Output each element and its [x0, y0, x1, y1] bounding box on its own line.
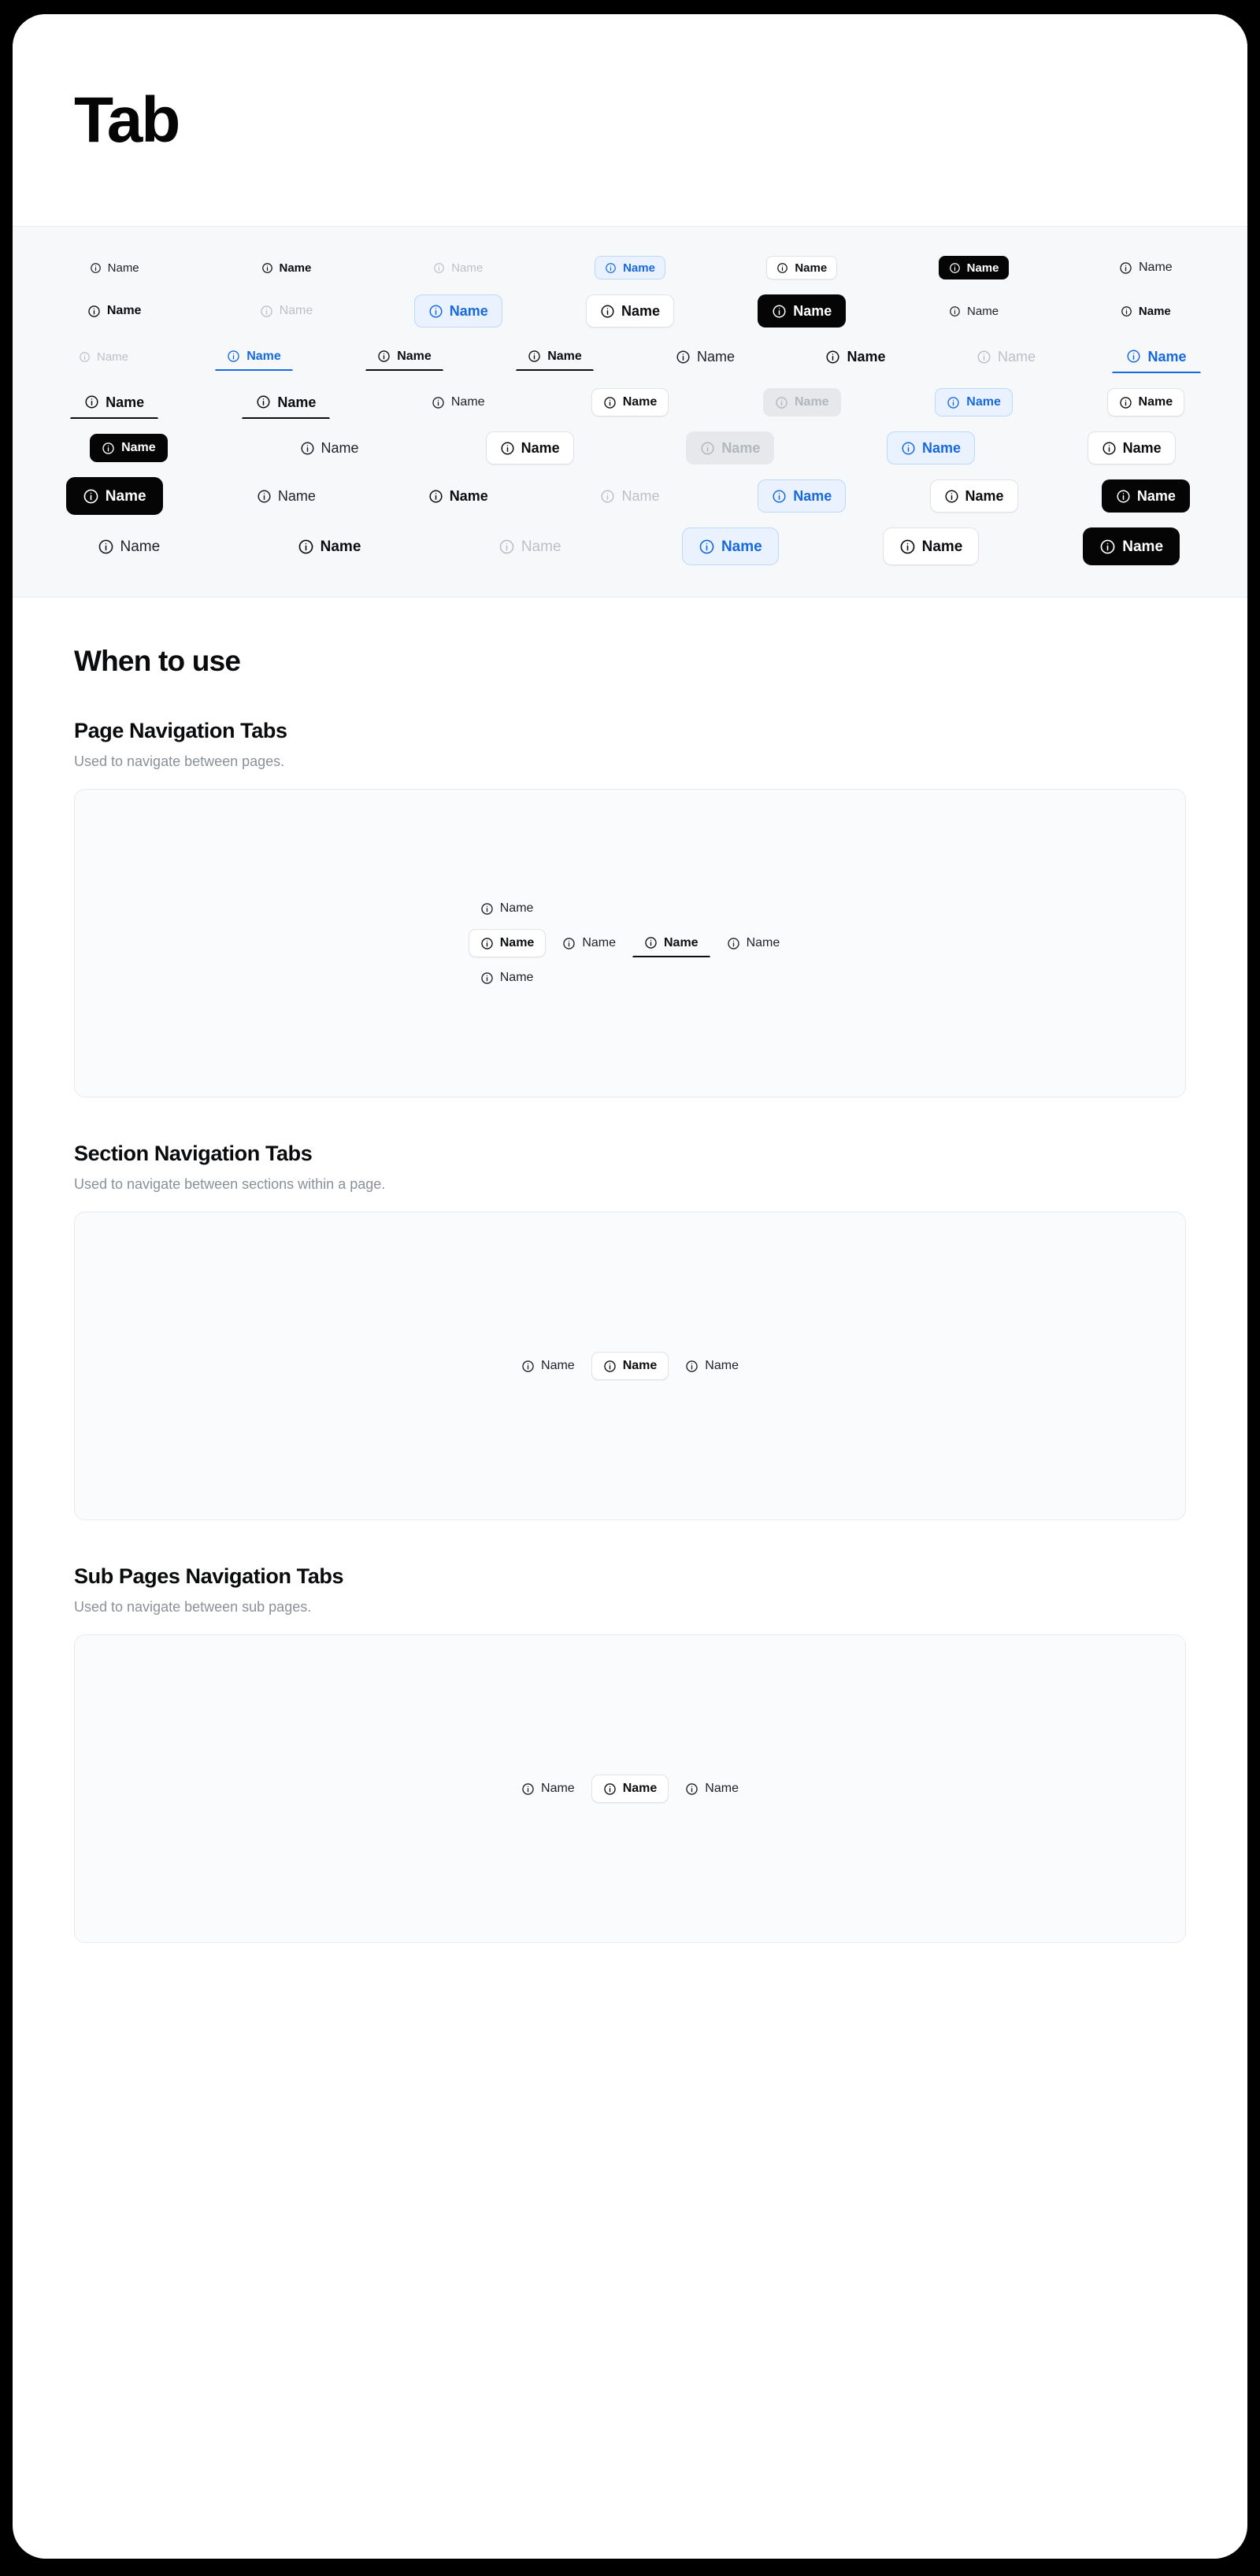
tab-label: Name	[696, 349, 735, 365]
tab-row	[28, 477, 1232, 515]
tab-label: Name	[997, 349, 1036, 365]
usage-demo	[74, 1634, 1186, 1943]
tab-r5-c6-outline[interactable]	[1088, 431, 1176, 464]
tab-label: Name	[277, 488, 316, 504]
tab-demo-3-3-default[interactable]	[673, 1775, 750, 1803]
tab-row	[28, 340, 1232, 373]
tab-r7-c5-outline[interactable]	[883, 527, 980, 565]
tab-page-nav-bottom[interactable]	[469, 964, 546, 992]
tab-r1-c4-active-soft[interactable]	[595, 256, 665, 279]
tab-r1-c6-dark[interactable]	[939, 256, 1010, 279]
usage-section-heading: Section Navigation Tabs	[74, 1142, 313, 1165]
tab-demo-2-1-default[interactable]	[510, 1352, 587, 1380]
tab-slot	[480, 342, 630, 371]
page-nav-row	[469, 929, 792, 957]
info-circle-icon	[1099, 539, 1116, 555]
tab-r2-c3-active-soft[interactable]	[414, 294, 502, 328]
when-to-use-title: When to use	[74, 645, 241, 677]
info-circle-icon	[433, 262, 445, 274]
tab-slot	[200, 297, 372, 325]
tab-label: Name	[705, 1359, 739, 1372]
tab-r6-c7-dark[interactable]	[1102, 479, 1190, 513]
tab-label: Name	[622, 1782, 658, 1795]
tab-slot	[28, 297, 200, 325]
info-circle-icon	[1119, 396, 1132, 409]
demo-tab-row	[510, 1775, 750, 1803]
tab-slot	[1081, 340, 1232, 373]
tab-label: Name	[721, 538, 762, 555]
info-circle-icon	[603, 396, 617, 409]
info-circle-icon	[528, 350, 541, 363]
usage-section-description: Used to navigate between pages.	[74, 753, 285, 769]
usage-section-heading: Page Navigation Tabs	[74, 719, 287, 742]
tab-r7-c3-disabled	[482, 527, 578, 565]
page-title: Tab	[74, 83, 180, 156]
tab-label: Name	[793, 303, 832, 319]
tab-label: Name	[1139, 261, 1173, 274]
tab-label: Name	[279, 261, 312, 275]
tab-page-nav-top[interactable]	[469, 894, 546, 923]
tab-r6-c2-default[interactable]	[243, 479, 330, 513]
tab-label: Name	[277, 394, 317, 410]
info-circle-icon	[428, 304, 443, 319]
tab-label: Name	[107, 261, 139, 275]
tab-r1-c3-disabled	[423, 256, 493, 279]
tab-slot	[372, 388, 544, 416]
tab-label: Name	[622, 1359, 658, 1372]
tab-label: Name	[96, 350, 128, 364]
tab-r1-c7-default[interactable]	[1107, 254, 1184, 282]
info-circle-icon	[776, 262, 788, 274]
info-circle-icon	[685, 1782, 699, 1796]
tab-r7-c4-active-soft[interactable]	[682, 527, 779, 565]
tab-r6-c6-outline[interactable]	[930, 479, 1018, 513]
info-circle-icon	[480, 937, 494, 950]
page-nav-stack	[469, 894, 792, 992]
tab-slot	[372, 294, 544, 328]
tab-slot	[630, 340, 780, 373]
tab-slot	[28, 434, 229, 462]
tab-r2-c6-default[interactable]	[939, 299, 1009, 323]
tab-r4-c1-underline-selected[interactable]	[70, 386, 158, 419]
tab-slot	[888, 388, 1059, 416]
tab-slot	[372, 479, 544, 513]
tab-label: Name	[621, 488, 660, 504]
tab-slot	[28, 477, 200, 515]
info-circle-icon	[1121, 305, 1132, 317]
tab-page-nav-3-underline-selected[interactable]	[632, 929, 710, 957]
tab-r4-c2-underline-selected[interactable]	[242, 386, 330, 419]
tab-r3-c7-disabled	[962, 340, 1050, 373]
info-circle-icon	[949, 305, 961, 317]
tab-r5-c1-dark[interactable]	[90, 434, 168, 462]
tab-label: Name	[521, 440, 560, 456]
tab-slot	[28, 527, 229, 565]
tab-slot	[544, 294, 716, 328]
tab-label: Name	[521, 538, 561, 555]
tab-r1-c5-outline[interactable]	[766, 256, 837, 279]
tab-r2-c5-dark[interactable]	[758, 294, 846, 328]
tab-slot	[1060, 479, 1232, 513]
tab-demo-2-3-default[interactable]	[673, 1352, 750, 1380]
info-circle-icon	[428, 489, 443, 504]
tab-slot	[28, 345, 179, 368]
usage-section-description: Used to navigate between sections within a page.	[74, 1176, 386, 1192]
info-circle-icon	[480, 902, 494, 916]
tab-r5-c3-outline[interactable]	[486, 431, 574, 464]
tab-label: Name	[499, 971, 534, 984]
info-circle-icon	[480, 972, 494, 985]
tab-label: Name	[966, 261, 999, 275]
tab-r2-c7-selected[interactable]	[1110, 299, 1181, 323]
tab-row	[28, 431, 1232, 464]
info-circle-icon	[676, 350, 691, 365]
tab-label: Name	[246, 349, 281, 363]
tab-label: Name	[320, 538, 361, 555]
info-circle-icon	[1119, 261, 1132, 275]
tab-slot	[200, 256, 372, 279]
tab-label: Name	[965, 488, 1004, 504]
tab-slot	[179, 342, 329, 371]
tab-label: Name	[721, 440, 761, 456]
tab-slot	[28, 386, 200, 419]
tab-label: Name	[795, 261, 828, 275]
tab-slot	[1031, 527, 1232, 565]
info-circle-icon	[377, 350, 391, 363]
usage-section	[74, 1142, 1186, 1520]
info-circle-icon	[727, 937, 740, 950]
tab-r5-c4-disabled-filled	[686, 431, 774, 464]
tab-r6-c4-disabled	[586, 479, 673, 513]
tab-r2-c2-disabled	[248, 297, 325, 325]
tab-slot	[716, 256, 888, 279]
tab-slot	[429, 527, 630, 565]
tab-slot	[1060, 299, 1232, 323]
tab-slot	[630, 527, 831, 565]
info-circle-icon	[949, 262, 961, 274]
tab-slot	[28, 256, 200, 279]
info-circle-icon	[298, 539, 314, 555]
tab-label: Name	[120, 538, 161, 555]
tab-label: Name	[847, 349, 886, 365]
info-circle-icon	[87, 305, 101, 318]
tab-r2-c4-outline[interactable]	[586, 294, 674, 328]
tab-r3-c3-underline-selected[interactable]	[365, 342, 443, 371]
tab-label: Name	[967, 304, 999, 318]
info-circle-icon	[644, 936, 658, 949]
tab-label: Name	[921, 440, 961, 456]
tab-demo-3-1-default[interactable]	[510, 1775, 587, 1803]
tab-r5-c5-active-soft[interactable]	[887, 431, 975, 464]
info-circle-icon	[432, 396, 445, 409]
tab-label: Name	[664, 935, 699, 949]
tab-label: Name	[105, 487, 146, 505]
info-circle-icon	[1116, 489, 1131, 504]
tab-label: Name	[1122, 440, 1162, 456]
tab-label: Name	[499, 936, 535, 949]
info-circle-icon	[90, 262, 102, 274]
tab-label: Name	[450, 395, 485, 409]
tab-variant-gallery	[13, 227, 1247, 598]
tab-r3-c8-underline-active[interactable]	[1112, 340, 1200, 373]
tab-r7-c6-dark[interactable]	[1083, 527, 1180, 565]
tab-demo-3-2-outline[interactable]	[591, 1775, 669, 1803]
tab-slot	[429, 431, 630, 464]
tab-r3-c2-underline-active[interactable]	[215, 342, 293, 371]
info-circle-icon	[84, 394, 99, 409]
tab-slot	[1060, 388, 1232, 416]
tab-r6-c3-selected[interactable]	[414, 479, 502, 513]
tab-label: Name	[106, 394, 145, 410]
tab-slot	[1031, 431, 1232, 464]
tab-slot	[831, 431, 1032, 464]
tab-r4-c5-disabled-filled	[763, 388, 841, 416]
info-circle-icon	[300, 441, 315, 456]
info-circle-icon	[685, 1360, 699, 1373]
info-circle-icon	[772, 304, 787, 319]
tab-r3-c6-selected[interactable]	[811, 340, 899, 373]
tab-page-nav-4-default[interactable]	[715, 929, 792, 957]
tab-label: Name	[541, 1782, 575, 1795]
info-circle-icon	[600, 304, 615, 319]
tab-r6-c1-dark[interactable]	[66, 477, 163, 515]
info-circle-icon	[500, 441, 515, 456]
tab-r3-c1-disabled	[69, 345, 139, 368]
info-circle-icon	[947, 396, 960, 409]
info-circle-icon	[944, 489, 959, 504]
tab-slot	[229, 431, 430, 464]
tab-row	[28, 294, 1232, 328]
info-circle-icon	[261, 262, 273, 274]
tab-row	[28, 254, 1232, 282]
tab-slot	[200, 386, 372, 419]
usage-demo	[74, 1212, 1186, 1520]
tab-label: Name	[705, 1782, 739, 1795]
info-circle-icon	[257, 489, 272, 504]
tab-row	[28, 527, 1232, 565]
tab-label: Name	[582, 936, 616, 949]
tab-slot	[544, 479, 716, 513]
tab-slot	[780, 340, 931, 373]
info-circle-icon	[498, 539, 515, 555]
tab-page-nav-1-outline[interactable]	[469, 929, 547, 957]
tab-r6-c5-active-soft[interactable]	[758, 479, 846, 513]
tab-label: Name	[1122, 538, 1164, 555]
info-circle-icon	[562, 937, 576, 950]
tab-r4-c6-active-soft[interactable]	[935, 388, 1013, 416]
info-circle-icon	[260, 305, 273, 318]
tab-slot	[716, 479, 888, 513]
info-circle-icon	[603, 1782, 617, 1796]
usage-section-heading: Sub Pages Navigation Tabs	[74, 1564, 344, 1588]
tab-label: Name	[794, 395, 829, 409]
tab-label: Name	[793, 488, 832, 504]
info-circle-icon	[603, 1360, 617, 1373]
tab-label: Name	[321, 440, 359, 456]
tab-slot	[372, 256, 544, 279]
tab-label: Name	[449, 303, 488, 319]
tab-label: Name	[541, 1359, 575, 1372]
info-circle-icon	[521, 1782, 535, 1796]
tab-slot	[831, 527, 1032, 565]
tab-slot	[931, 340, 1081, 373]
tab-slot	[329, 342, 480, 371]
info-circle-icon	[256, 394, 271, 409]
tab-r7-c1-default[interactable]	[81, 527, 177, 565]
when-to-use-section	[13, 598, 1247, 2006]
info-circle-icon	[1102, 441, 1117, 456]
tab-slot	[200, 479, 372, 513]
tab-label: Name	[121, 441, 156, 454]
tab-label: Name	[499, 901, 534, 915]
tab-slot	[1060, 254, 1232, 282]
info-circle-icon	[899, 539, 916, 555]
tab-r4-c3-default[interactable]	[420, 388, 497, 416]
info-circle-icon	[825, 350, 840, 365]
tab-r7-c2-selected[interactable]	[281, 527, 378, 565]
info-circle-icon	[600, 489, 615, 504]
usage-section	[74, 1564, 1186, 1943]
tab-label: Name	[746, 936, 780, 949]
tab-label: Name	[623, 261, 655, 275]
tab-label: Name	[451, 261, 484, 275]
tab-r3-c4-underline-selected[interactable]	[516, 342, 594, 371]
usage-section-description: Used to navigate between sub pages.	[74, 1599, 312, 1615]
tab-r5-c2-default[interactable]	[286, 431, 373, 464]
tab-label: Name	[547, 349, 582, 363]
tab-r4-c4-outline[interactable]	[591, 388, 669, 416]
info-circle-icon	[775, 396, 788, 409]
usage-section	[74, 719, 1186, 1097]
tab-label: Name	[966, 395, 1001, 409]
tab-label: Name	[397, 349, 432, 363]
info-circle-icon	[521, 1360, 535, 1373]
tab-label: Name	[106, 304, 142, 317]
tab-label: Name	[279, 304, 313, 317]
app-window	[13, 14, 1247, 2559]
info-circle-icon	[79, 351, 91, 363]
info-circle-icon	[901, 441, 916, 456]
info-circle-icon	[976, 350, 991, 365]
info-circle-icon	[227, 350, 240, 363]
info-circle-icon	[102, 442, 115, 455]
tab-page-nav-2-default[interactable]	[550, 929, 628, 957]
demo-tab-row	[510, 1352, 750, 1380]
tab-slot	[888, 479, 1059, 513]
tab-slot	[888, 299, 1059, 323]
tab-slot	[716, 294, 888, 328]
tab-label: Name	[1138, 395, 1173, 409]
info-circle-icon	[700, 441, 715, 456]
tab-label: Name	[1136, 488, 1176, 504]
tab-label: Name	[449, 488, 488, 504]
tab-r1-c2-selected[interactable]	[251, 256, 322, 279]
tab-slot	[888, 256, 1059, 279]
info-circle-icon	[98, 539, 114, 555]
info-circle-icon	[83, 488, 99, 505]
page-header	[13, 14, 1247, 227]
tab-slot	[544, 388, 716, 416]
tab-label: Name	[921, 538, 963, 555]
tab-slot	[716, 388, 888, 416]
tab-slot	[630, 431, 831, 464]
info-circle-icon	[699, 539, 715, 555]
tab-r4-c7-outline[interactable]	[1107, 388, 1185, 416]
usage-demo	[74, 789, 1186, 1097]
info-circle-icon	[605, 262, 617, 274]
info-circle-icon	[1126, 349, 1141, 364]
tab-label: Name	[1147, 348, 1187, 365]
tab-label: Name	[1138, 304, 1171, 318]
tab-slot	[544, 256, 716, 279]
tab-r1-c1-default[interactable]	[80, 256, 150, 279]
tab-label: Name	[621, 303, 661, 319]
tab-r3-c5-default[interactable]	[662, 340, 749, 373]
tab-label: Name	[622, 395, 658, 409]
tab-slot	[229, 527, 430, 565]
info-circle-icon	[772, 489, 787, 504]
tab-row	[28, 386, 1232, 419]
tab-r2-c1-selected[interactable]	[76, 297, 154, 325]
tab-demo-2-2-outline[interactable]	[591, 1352, 669, 1380]
